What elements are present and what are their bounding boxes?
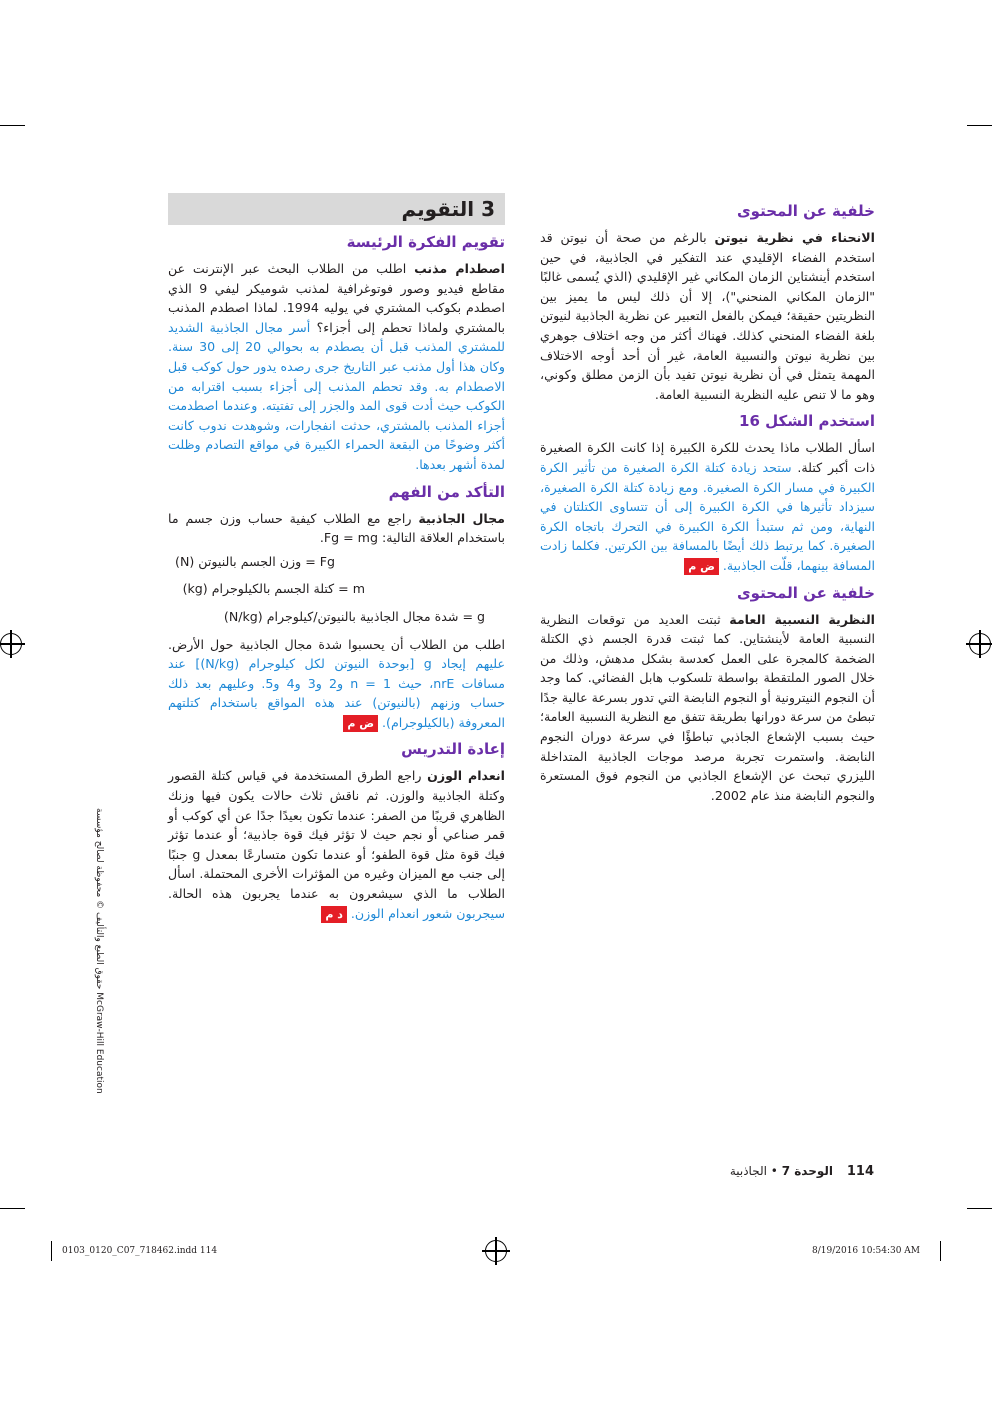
- chapter-name: الجاذبية: [729, 1164, 767, 1178]
- figure-heading: استخدم الشكل 16: [739, 412, 875, 431]
- level-badge: د م: [321, 906, 347, 923]
- crop-mark: [967, 1208, 992, 1209]
- level-badge: ض م: [343, 715, 378, 732]
- main-idea-paragraph: اصطدام مذنب اطلب من الطلاب البحث عبر الإنترنت عن مقاطع فيديو وصور فوتوغرافية لمذنب شوميكر ليفي 9 الذي اصطدم بكوكب المشتري في يوليه 1994. لماذا اصطدم المذنب بالمشتري ولماذا تحطم إلى أجزاء؟ أسر مجال الجاذبية الشديد للمشتري المذنب قبل أن يصطدم به بحوالي 20 إلى 30 سنة. وكان هذا أول مذنب عبر التاريخ جرى رصده يدور حول كوكب قبل الاصطدام به. وقد تحطم المذنب إلى أجزاء بسبب اقترابه من الكوكب حيث أدت قوى المد والجزر إلى تفتيته. وعندما اصطدمت أجزاء المذنب بالمشتري، حدثت انفجارات، وشوهدت ندوب كانت أكثر وضوحًا من البقعة الحمراء الكبيرة في مواقع التصادم وظلت لمدة أشهر بعدها.: [168, 261, 506, 472]
- unit-label: الوحدة 7: [781, 1164, 834, 1178]
- relativity-paragraph: النظرية النسبية العامة ثبتت العديد من توقعات النظرية النسبية العامة لأينشتاين. كما ثبتت قدرة الجسم ذي الكتلة الضخمة كالمجرة على العمل كعدسة بشكل مدهش، وذلك من خلال الصور الملتقطة بواسطة تلسكوب هابل الفضائي. كما وجد أن النجوم النيترونية أو النجوم النابضة التي تدور بسرعة عالية جدًا تبطئ من سرعة دورانها بطريقة تتفق مع النظرية النسبية العامة؛ حيث بسبب الإشعاع الجاذبي تباطؤًا في سرعة دوران النجوم النابضة. واستمرت تجربة مرصد موجات الجاذبية المتداخلة الليزري تبحث عن الإشعاع الجاذبي من النجوم فوق المستعرة والنجوم النابضة منذ عام 2002.: [540, 611, 875, 803]
- background-paragraph: الانحناء في نظرية نيوتن بالرغم من صحة أن نيوتن قد استخدم الفضاء الإقليدي عند التفكير في الجاذبية، في حين استخدم أينشتاين الزمان المكاني غير الإقليدي (الذي يُسمى غالبًا "الزمان المكاني المنحني")، إلا أن ذلك ليس ما يميز بين النظريتين حقيقة؛ فيمكن بالفعل التعبير عن نظرية الجاذبية لنيوتن بلغة الفضاء المنحني كذلك. فهناك أكثر من وجه اختلاف جوهري بين نظرية نيوتن والنسبية العامة، غير أن أحد أوجه الاختلاف المهمة يتمثل في أن نظرية نيوتن تفيد بأن الزمن مطلق وكوني، وهو ما لا تنص عليه النظرية النسبية العامة.: [540, 230, 875, 402]
- registration-mark-icon: [969, 633, 991, 655]
- reteach-heading: إعادة التدريس: [401, 740, 505, 759]
- print-timestamp: 8/19/2016 10:54:30 AM: [812, 1246, 921, 1256]
- crop-mark: [940, 1241, 941, 1261]
- right-column: [540, 200, 875, 811]
- crop-mark: [51, 1241, 52, 1261]
- bullet-separator: •: [770, 1164, 778, 1178]
- background-heading-2: خلفية عن المحتوى: [736, 583, 875, 602]
- figure-paragraph: اسأل الطلاب ماذا يحدث للكرة الكبيرة إذا كانت الكرة الصغيرة ذات أكبر كتلة. ستحد زيادة كتلة الكرة الصغيرة من تأثير الكرة الكبيرة في مسار الكرة الصغيرة. ومع زيادة كتلة الكرة الصغيرة، سيزداد تأثيرها في الكرة الكبيرة إلى أن تتساوى الكتلتان في النهاية، ومن ثم ستبدأ الكرة الكبيرة في التحرك باتجاه الكرة الصغيرة. كما يرتبط ذلك أيضًا بالمسافة بين الكرتين. فكلما زادت المسافة بينهما، قلّت الجاذبية. ض م: [540, 440, 875, 573]
- gravity-task-paragraph: اطلب من الطلاب أن يحسبوا شدة مجال الجاذبية حول الأرض. عليهم إيجاد g [بوحدة النيوتن لكل كيلوجرام (N/kg)] عند مسافات nrE، حيث n = 1 و2 و3 و4 و5. وعليهم بعد ذلك حساب وزنهم (بالنيوتن) عند هذه المواقع باستخدام كتلتهم المعروفة (بالكيلوجرام). ض م: [168, 636, 506, 730]
- equation-field: g = شدة مجال الجاذبية بالنيوتن/كيلوجرام (N/kg): [223, 608, 485, 624]
- crop-mark: [0, 125, 25, 126]
- crop-mark: [0, 1208, 25, 1209]
- equation-weight: Fg = وزن الجسم بالنيوتن (N): [175, 553, 335, 569]
- assessment-header: 3 التقويم: [168, 193, 505, 225]
- page-footer: [730, 1164, 874, 1179]
- page-number: 114: [846, 1164, 874, 1179]
- registration-mark-icon: [485, 1240, 507, 1262]
- weightlessness-paragraph: انعدام الوزن راجع الطرق المستخدمة في قياس كتلة القصور وكتلة الجاذبية والوزن. ثم ناقش ثلاث حالات يكون فيها وزنك الظاهري قريبًا من الصفر: عندما تكون بعيدًا جدًا عن أي كوكب أو قمر صناعي أو نجم حيث لا تؤثر فيك قوة جاذبية؛ أو عندما تؤثر فيك قوة مثل قوة الطفو؛ أو عندما تكون متسارعًا بمعدل g جنبًا إلى جنب مع الميزان وغيره من المؤثرات الأخرى المحتملة. اسأل الطلاب ما الذي سيشعرون به عندما يجربون هذه الحالة. سيجربون شعور انعدام الوزن. د م: [168, 768, 505, 921]
- file-slug: 0103_0120_C07_718462.indd 114: [62, 1246, 218, 1256]
- level-badge: ض م: [684, 558, 719, 575]
- left-column: [168, 193, 505, 929]
- copyright-notice: حقوق الطبع والتأليف © محفوظة لصالح مؤسسة McGraw-Hill Education: [94, 808, 104, 1094]
- equation-mass: m = كتلة الجسم بالكيلوجرام (kg): [182, 581, 365, 597]
- crop-mark: [967, 125, 992, 126]
- main-idea-heading: تقويم الفكرة الرئيسة: [346, 233, 505, 251]
- registration-mark-icon: [0, 633, 22, 655]
- check-understanding-heading: التأكد من الفهم: [388, 482, 505, 501]
- background-heading: خلفية عن المحتوى: [736, 202, 875, 220]
- gravity-field-paragraph: مجال الجاذبية راجع مع الطلاب كيفية حساب وزن جسم ما باستخدام العلاقة التالية: Fg = mg.: [168, 510, 505, 546]
